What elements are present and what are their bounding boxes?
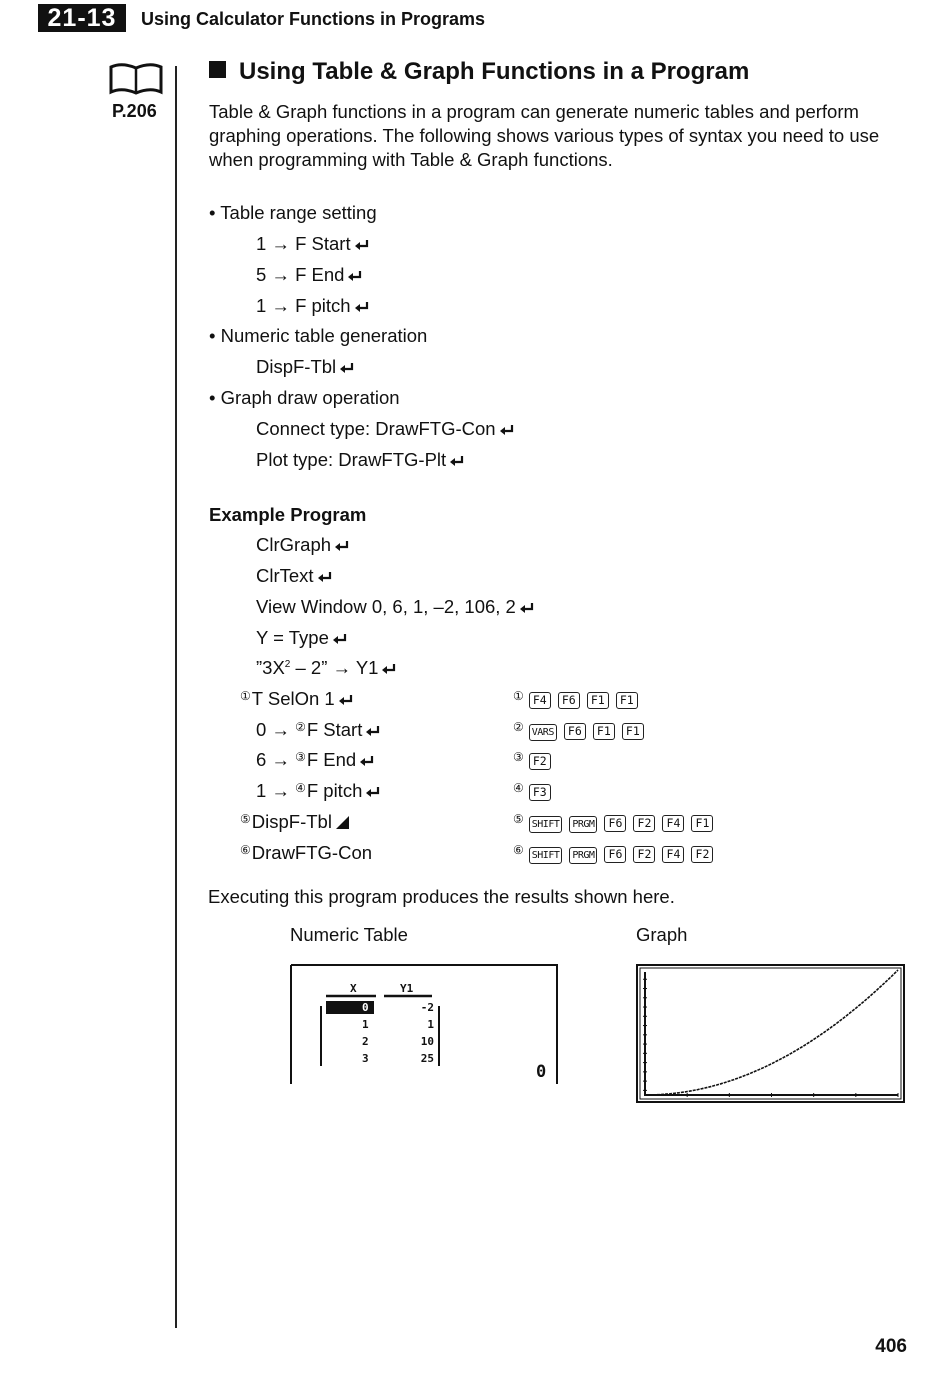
- step-marker: ⑥: [240, 843, 251, 857]
- section-title: [209, 58, 749, 86]
- code-text: 5 → F End: [256, 264, 345, 285]
- code-text: ClrText: [256, 565, 314, 586]
- step-marker: ④: [513, 781, 524, 795]
- key-f1-icon: F1: [622, 723, 644, 740]
- step-marker: ③: [295, 750, 306, 764]
- code-text: – 2” → Y1: [290, 657, 379, 678]
- key-f4-icon: F4: [529, 692, 551, 709]
- table-caption: Numeric Table: [290, 924, 408, 945]
- code-text: 0 →: [256, 719, 296, 740]
- code-line: [256, 295, 369, 317]
- step-marker: ③: [513, 750, 524, 764]
- code-text: DispF-Tbl: [256, 356, 337, 377]
- step-marker: ⑥: [513, 843, 524, 857]
- enter-icon: [366, 726, 380, 737]
- graph-caption: Graph: [636, 924, 688, 945]
- step-marker: ⑤: [513, 812, 524, 826]
- step-marker: ⑤: [240, 812, 251, 826]
- key-f2-icon: F2: [691, 846, 713, 863]
- results-text: Executing this program produces the results shown here.: [208, 886, 675, 907]
- step-line: [240, 842, 372, 864]
- step-line: [256, 749, 374, 771]
- code-line: [256, 627, 347, 649]
- code-line: [256, 449, 464, 471]
- code-text: Y = Type: [256, 627, 329, 648]
- square-bullet-icon: [209, 61, 226, 78]
- key-f2-icon: F2: [633, 846, 655, 863]
- key-shift-icon: SHIFT: [529, 847, 563, 864]
- key-f4-icon: F4: [662, 815, 684, 832]
- code-line: [256, 534, 349, 556]
- table-cell-x: 3: [362, 1052, 369, 1065]
- book-icon: [108, 62, 164, 98]
- code-line: [256, 356, 354, 378]
- intro-paragraph: Table & Graph functions in a program can generate numeric tables and perform graphing operations. The following shows various types of syntax you need to use when programming with Table & Graph functions.: [209, 101, 880, 170]
- step-marker: ①: [240, 689, 251, 703]
- graph-plot: [636, 964, 905, 1103]
- key-sequence-row: [513, 749, 558, 771]
- step-marker: ②: [295, 720, 306, 734]
- step-marker: ④: [295, 781, 306, 795]
- code-text: ClrGraph: [256, 534, 332, 555]
- numeric-table-screen: [290, 964, 559, 1085]
- col-x-header: X: [350, 982, 357, 995]
- code-text: 1 →: [256, 780, 296, 801]
- code-line: [256, 418, 514, 440]
- code-line: [256, 264, 362, 286]
- cursor-value: 0: [536, 1062, 547, 1082]
- code-text: View Window 0, 6, 1, –2, 106, 2: [256, 596, 516, 617]
- code-text: T SelOn 1: [251, 688, 335, 709]
- key-f3-icon: F3: [529, 784, 551, 801]
- key-f1-icon: F1: [593, 723, 615, 740]
- key-f1-icon: F1: [691, 815, 713, 832]
- key-f4-icon: F4: [662, 846, 684, 863]
- code-text: DispF-Tbl: [251, 811, 332, 832]
- code-line: [256, 596, 534, 618]
- key-f2-icon: F2: [633, 815, 655, 832]
- margin-rule: [175, 66, 177, 1328]
- step-line: [256, 719, 380, 741]
- key-f6-icon: F6: [564, 723, 586, 740]
- step-line: [256, 780, 380, 802]
- code-line: [256, 233, 369, 255]
- code-text: F End: [306, 749, 357, 770]
- table-cell-x: 1: [362, 1018, 369, 1031]
- display-triangle-icon: [336, 816, 349, 829]
- table-heading: • Numeric table generation: [209, 325, 428, 346]
- table-cell-x: 2: [362, 1035, 369, 1048]
- enter-icon: [382, 664, 396, 675]
- table-cell-y: -2: [420, 1001, 434, 1014]
- enter-icon: [318, 572, 332, 583]
- graph-screen: [636, 964, 905, 1103]
- function-curve: [645, 970, 898, 1095]
- key-sequence-row: [513, 780, 558, 802]
- enter-icon: [500, 425, 514, 436]
- code-text: 6 →: [256, 749, 296, 770]
- code-line: [256, 657, 396, 679]
- range-heading: • Table range setting: [209, 202, 377, 223]
- code-text: Connect type: DrawFTG-Con: [256, 418, 496, 439]
- enter-icon: [335, 541, 349, 552]
- table-cell-y: 10: [420, 1035, 434, 1048]
- page-number: 406: [875, 1336, 907, 1357]
- enter-icon: [520, 603, 534, 614]
- key-sequence-row: [513, 719, 651, 741]
- step-line: [240, 688, 353, 710]
- table-cell-x: 0: [362, 1001, 369, 1014]
- col-y-header: Y1: [400, 982, 414, 995]
- key-prgm-icon: PRGM: [569, 816, 597, 833]
- graph-heading: • Graph draw operation: [209, 387, 400, 408]
- key-sequence-row: [513, 842, 720, 864]
- page-reference: P.206: [112, 101, 157, 121]
- enter-icon: [333, 634, 347, 645]
- step-line: [240, 811, 349, 833]
- key-f2-icon: F2: [529, 753, 551, 770]
- exponent: 2: [284, 658, 291, 670]
- code-text: 1 → F pitch: [256, 295, 351, 316]
- table-cell-y: 25: [420, 1052, 434, 1065]
- code-text: DrawFTG-Con: [251, 842, 373, 863]
- code-text: 1 → F Start: [256, 233, 351, 254]
- key-f6-icon: F6: [604, 815, 626, 832]
- enter-icon: [340, 363, 354, 374]
- enter-icon: [450, 456, 464, 467]
- enter-icon: [355, 302, 369, 313]
- code-text: Plot type: DrawFTG-Plt: [256, 449, 447, 470]
- chapter-title: Using Calculator Functions in Programs: [141, 9, 486, 29]
- step-marker: ②: [513, 720, 524, 734]
- enter-icon: [360, 756, 374, 767]
- table-cell-y: 1: [427, 1018, 434, 1031]
- key-shift-icon: SHIFT: [529, 816, 563, 833]
- key-sequence-row: [513, 811, 720, 833]
- key-prgm-icon: PRGM: [569, 847, 597, 864]
- enter-icon: [366, 787, 380, 798]
- code-text: ”3X: [256, 657, 285, 678]
- code-text: F pitch: [306, 780, 363, 801]
- enter-icon: [339, 695, 353, 706]
- enter-icon: [348, 271, 362, 282]
- key-f1-icon: F1: [587, 692, 609, 709]
- enter-icon: [355, 240, 369, 251]
- code-text: F Start: [306, 719, 363, 740]
- step-marker: ①: [513, 689, 524, 703]
- example-heading: Example Program: [209, 504, 367, 525]
- key-f1-icon: F1: [616, 692, 638, 709]
- key-f6-icon: F6: [558, 692, 580, 709]
- code-line: [256, 565, 332, 587]
- key-vars-icon: VARS: [529, 724, 557, 741]
- section-number-badge: 21-13: [38, 4, 126, 32]
- key-sequence-row: [513, 688, 645, 710]
- key-f6-icon: F6: [604, 846, 626, 863]
- section-title-text: Using Table & Graph Functions in a Program: [239, 58, 750, 85]
